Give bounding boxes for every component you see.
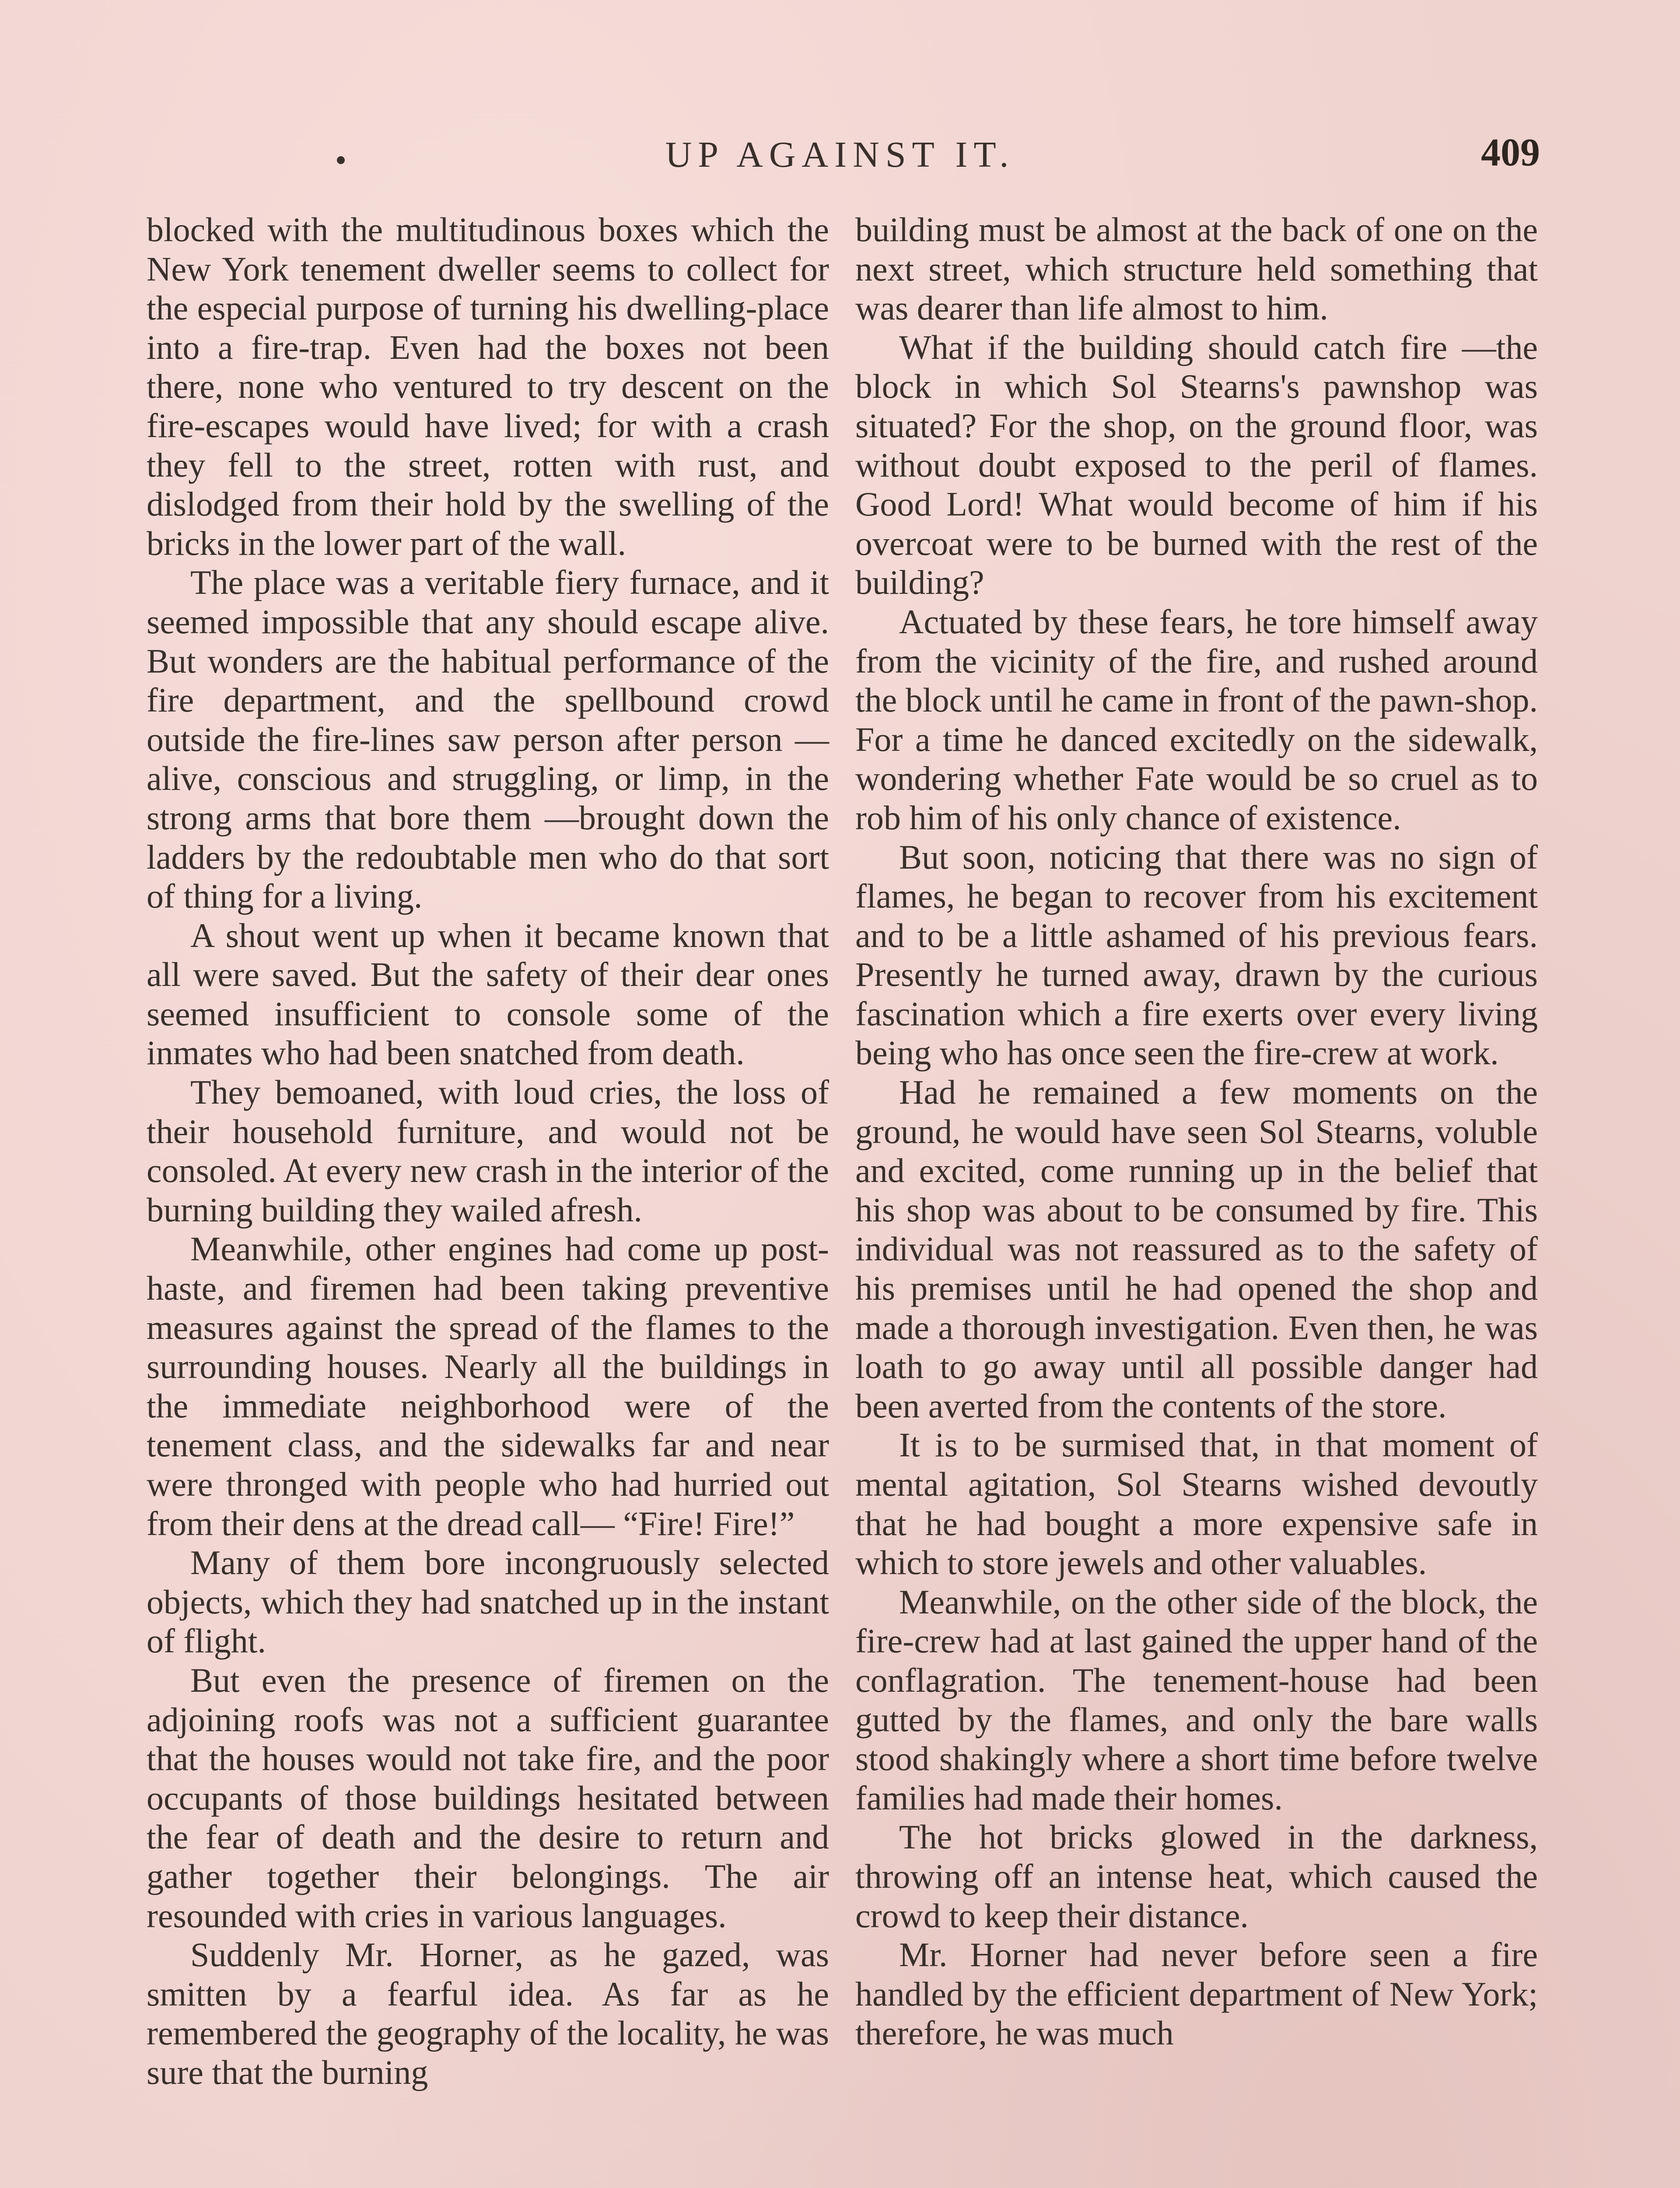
- paragraph: A shout went up when it became known that all were saved. But the safety of their dear ones seemed insufficient to console some of the inmates who had been snatched from death.: [147, 916, 829, 1072]
- paragraph: The place was a veritable fiery furnace, and it seemed impossible that any should escape alive. But wonders are the habitual performance of the fire department, and the spellbound crowd outside the fire-lines saw person after person —alive, conscious and struggling, or limp, in the strong arms that bore them —brought down the ladders by the redoubtable men who do that sort of thing for a living.: [147, 563, 829, 915]
- paragraph: But soon, noticing that there was no sign of flames, he began to recover from his excitement and to be a little ashamed of his previous fears. Presently he turned away, drawn by the curious fascination which a fire exerts over every living being who has once seen the fire-crew at work.: [855, 838, 1538, 1072]
- running-title: UP AGAINST IT.: [665, 134, 1015, 175]
- paragraph: Meanwhile, other engines had come up post-haste, and firemen had been taking preventive measures against the spread of the flames to the surrounding houses. Nearly all the buildings in the immediate neighborhood were of the tenement class, and the sidewalks far and near were thronged with people who had hurried out from their dens at the dread call— “Fire! Fire!”: [147, 1230, 829, 1543]
- paragraph: What if the building should catch fire —the block in which Sol Stearns's pawnshop was situated? For the shop, on the ground floor, was without doubt exposed to the peril of flames. Good Lord! What would become of him if his overcoat were to be burned with the rest of the building?: [855, 328, 1538, 602]
- paragraph: Many of them bore incongruously selected objects, which they had snatched up in the instant of flight.: [147, 1543, 829, 1660]
- right-column: [855, 210, 1538, 2053]
- paragraph: But even the presence of firemen on the adjoining roofs was not a sufficient guarantee that the houses would not take fire, and the poor occupants of those buildings hesitated between the fear of death and the desire to return and gather together their belongings. The air resounded with cries in various languages.: [147, 1661, 829, 1935]
- paragraph: Meanwhile, on the other side of the block, the fire-crew had at last gained the upper hand of the conflagration. The tenement-house had been gutted by the flames, and only the bare walls stood shakingly where a short time before twelve families had made their homes.: [855, 1582, 1538, 1817]
- left-column: [147, 210, 829, 2092]
- paragraph: It is to be surmised that, in that moment of mental agitation, Sol Stearns wished devoutly that he had bought a more expensive safe in which to store jewels and other valuables.: [855, 1426, 1538, 1582]
- paragraph: building must be almost at the back of one on the next street, which structure held something that was dearer than life almost to him.: [855, 210, 1538, 327]
- page-number: 409: [1481, 131, 1540, 174]
- paragraph: blocked with the multitudinous boxes which the New York tenement dweller seems to collect for the especial purpose of turning his dwelling-place into a fire-trap. Even had the boxes not been there, none who ventured to try descent on the fire-escapes would have lived; for with a crash they fell to the street, rotten with rust, and dislodged from their hold by the swelling of the bricks in the lower part of the wall.: [147, 210, 829, 562]
- paragraph: Had he remained a few moments on the ground, he would have seen Sol Stearns, voluble and excited, come running up in the belief that his shop was about to be consumed by fire. This individual was not reassured as to the safety of his premises until he had opened the shop and made a thorough investigation. Even then, he was loath to go away until all possible danger had been averted from the contents of the store.: [855, 1073, 1538, 1425]
- paragraph: Mr. Horner had never before seen a fire handled by the efficient department of New York; therefore, he was much: [855, 1936, 1538, 2052]
- paragraph: The hot bricks glowed in the darkness, throwing off an intense heat, which caused the crowd to keep their distance.: [855, 1818, 1538, 1935]
- paragraph: Suddenly Mr. Horner, as he gazed, was smitten by a fearful idea. As far as he remembered the geography of the locality, he was sure that the burning: [147, 1936, 829, 2091]
- paragraph: Actuated by these fears, he tore himself away from the vicinity of the fire, and rushed around the block until he came in front of the pawn-shop. For a time he danced excitedly on the sidewalk, wondering whether Fate would be so cruel as to rob him of his only chance of existence.: [855, 602, 1538, 837]
- paragraph: They bemoaned, with loud cries, the loss of their household furniture, and would not be consoled. At every new crash in the interior of the burning building they wailed afresh.: [147, 1073, 829, 1229]
- running-header: [140, 125, 1540, 190]
